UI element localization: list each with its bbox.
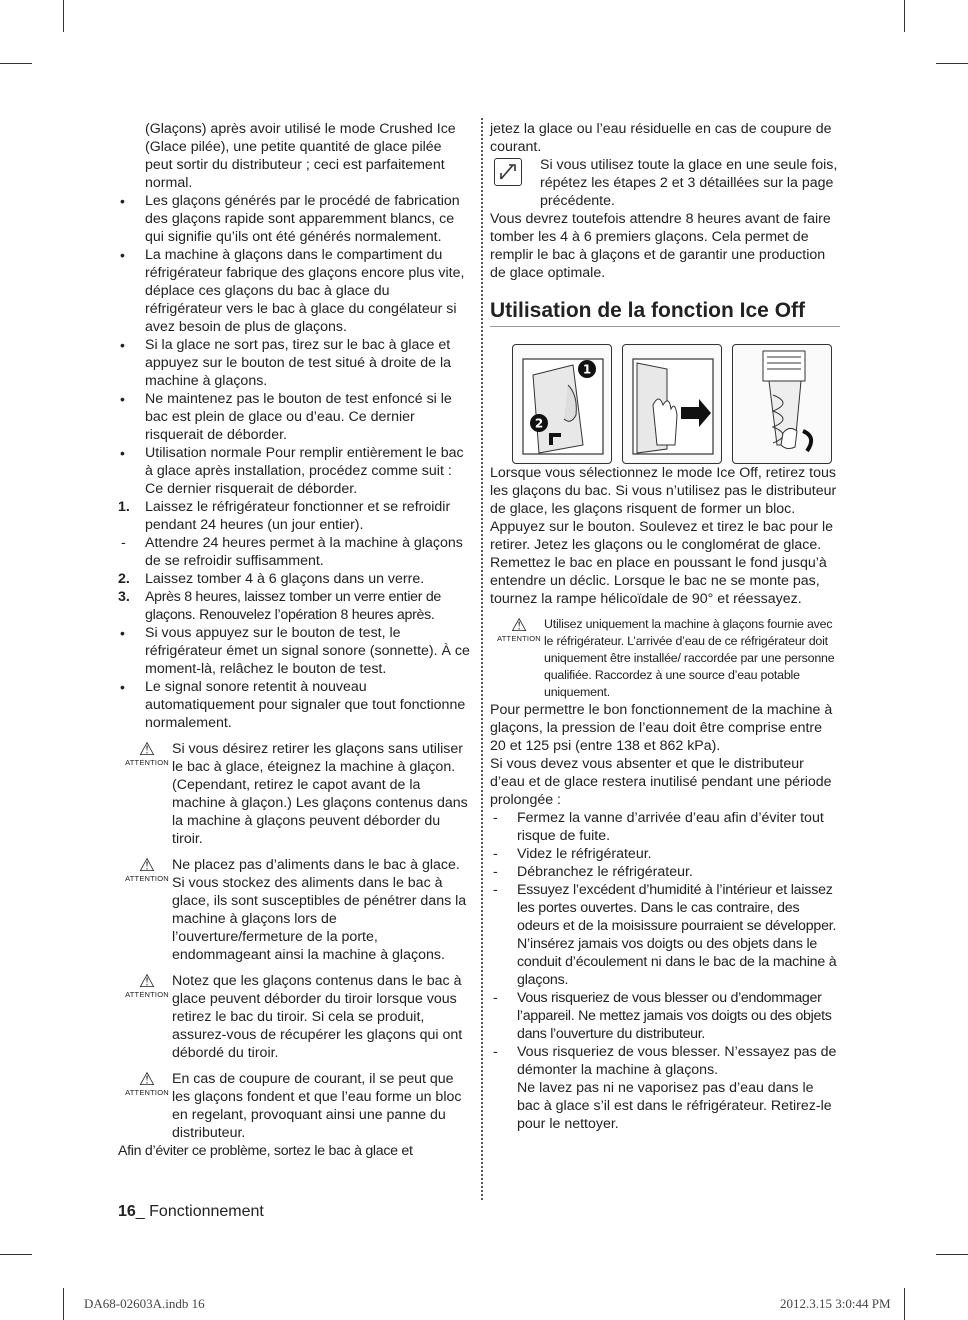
crop-mark	[936, 1254, 968, 1255]
attention-text: Utilisez uniquement la machine à glaçons fournie avec le réfrigérateur. L’arrivée d’eau de ce réfrigérateur doit uniquement être installée/ raccordée par une personne qualifiée. Raccordez à une source d’eau potable uniquement.	[544, 617, 835, 700]
dash-item: - Vous risqueriez de vous blesser. N’essayez pas de démonter la machine à glaçons.	[493, 1044, 837, 1079]
crop-mark	[904, 1288, 905, 1320]
paragraph: Vous devrez toutefois attendre 8 heures avant de faire tomber les 4 à 6 premiers glaçons. Cela permet de remplir le bac à glaçons et de garantir une production de glace optimale.	[490, 211, 831, 281]
note-block	[490, 156, 840, 210]
warning-icon: ⚠ ATTENTION	[125, 855, 169, 883]
note-icon	[494, 158, 522, 186]
attention-block	[118, 740, 470, 848]
right-column	[490, 120, 840, 1133]
dash-text: Attendre 24 heures permet à la machine à glaçons de se refroidir suffisamment.	[145, 535, 463, 569]
step-number: 1.	[118, 499, 130, 515]
step-number: 2.	[118, 571, 130, 587]
dash-item: - Videz le réfrigérateur.	[493, 846, 652, 863]
figure-rotate-ramp	[732, 344, 832, 464]
figure-label: 2	[534, 416, 544, 431]
step-text: Après 8 heures, laissez tomber un verre entier de glaçons. Renouvelez l’opération 8 heures après.	[145, 589, 442, 623]
attention-block	[118, 1070, 470, 1142]
bullet-item: • Si vous appuyez sur le bouton de test, le réfrigérateur émet un signal sonore (sonnette). À ce moment-là, relâchez le bouton de test.	[118, 624, 470, 678]
column-divider	[481, 118, 483, 1200]
dash-mark: -	[121, 535, 126, 551]
crop-mark	[904, 0, 905, 32]
attention-text: Si vous désirez retirer les glaçons sans utiliser le bac à glace, éteignez la machine à glaçon. (Cependant, retirez le capot avant de la machine à glaçon.) Les glaçons contenus dans la machine à glaçons peuvent déborder du tiroir.	[172, 741, 468, 847]
intro-paragraph: (Glaçons) après avoir utilisé le mode Crushed Ice (Glace pilée), une petite quantité de glace pilée peut sortir du distributeur ; ceci est parfaitement normal.	[145, 121, 456, 191]
warning-icon: ⚠ ATTENTION	[125, 971, 169, 999]
paragraph: Appuyez sur le bouton. Soulevez et tirez le bac pour le retirer. Jetez les glaçons ou le conglomérat de glace. Remettez le bac en place en poussant le fond jusqu’à entendre un déclic. Lorsque le bac ne se monte pas, tournez la rampe hélicoïdale de 90° et réessayez.	[490, 519, 834, 608]
paragraph: Si vous devez vous absenter et que le distributeur d’eau et de glace restera inutilisé pendant une période prolongée :	[490, 756, 832, 809]
attention-text: En cas de coupure de courant, il se peut que les glaçons fondent et que l’eau forme un bloc en regelant, provoquant ainsi une panne du distributeur.	[172, 1071, 462, 1141]
print-slug-file: DA68-02603A.indb 16	[84, 1296, 205, 1311]
dash-item: - Essuyez l’excédent d’humidité à l’intérieur et laissez les portes ouvertes. Dans le cas contraire, des odeurs et de la moisissure pourraient se développer. N’insérez jamais vos doigts ou des objets dans le conduit d’écoulement ni dans le bac de la machine à glaçons.	[493, 882, 837, 989]
warning-icon: ⚠ ATTENTION	[497, 615, 541, 644]
bullet-continuation: Ce dernier risquerait de déborder.	[145, 481, 358, 497]
attention-text: Notez que les glaçons contenus dans le bac à glace peuvent déborder du tiroir lorsque vous retirez le bac du tiroir. Si cela se produit, assurez-vous de récupérer les glaçons qui ont débordé du tiroir.	[172, 973, 463, 1061]
section-name: _ Fonctionnement	[135, 1203, 264, 1220]
step-text: Laissez tomber 4 à 6 glaçons dans un verre.	[145, 571, 425, 587]
crop-mark	[0, 63, 32, 64]
dash-item: - Débranchez le réfrigérateur.	[493, 864, 693, 881]
attention-text: Ne placez pas d’aliments dans le bac à glace. Si vous stockez des aliments dans le bac à glace, ils sont susceptibles de pénétrer dans la machine à glaçons lors de l’ouverture/fermeture de la porte, endommageant ainsi la machine à glaçons.	[172, 857, 467, 963]
intro-paragraph: jetez la glace ou l’eau résiduelle en cas de coupure de courant.	[490, 121, 832, 155]
dash-item: - Vous risqueriez de vous blesser ou d’endommager l’appareil. Ne mettez jamais vos doigts ou des objets dans l’ouverture du distributeur.	[493, 990, 832, 1043]
bullet-item: • Le signal sonore retentit à nouveau automatiquement pour signaler que tout fonctionne normalement.	[118, 678, 470, 732]
page-number: 16	[118, 1203, 136, 1220]
figure-row	[490, 344, 840, 464]
figure-label: 1	[582, 362, 592, 377]
step-number: 3.	[118, 589, 130, 605]
paragraph: Pour permettre le bon fonctionnement de la machine à glaçons, la pression de l’eau doit être comprise entre 20 et 125 psi (entre 138 et 862 kPa).	[490, 702, 833, 755]
crop-mark	[63, 0, 64, 32]
dash-continuation: Ne lavez pas ni ne vaporisez pas d’eau dans le bac à glace s’il est dans le réfrigérateur. Retirez-le pour le nettoyer.	[517, 1080, 832, 1133]
crop-mark	[936, 63, 968, 64]
attention-block	[490, 616, 840, 701]
step-text: Laissez le réfrigérateur fonctionner et se refroidir pendant 24 heures (un jour entier).	[145, 499, 451, 533]
step-item	[118, 570, 470, 588]
bullet-item: • Utilisation normale Pour remplir entièrement le bac à glace après installation, procédez comme suit :	[118, 444, 470, 480]
note-text: Si vous utilisez toute la glace en une seule fois, répétez les étapes 2 et 3 détaillées sur la page précédente.	[540, 157, 838, 209]
left-column	[118, 120, 470, 1160]
print-slug-datetime: 2012.3.15 3:0:44 PM	[780, 1296, 891, 1311]
page-footer	[118, 1203, 264, 1221]
warning-icon: ⚠ ATTENTION	[125, 1069, 169, 1097]
bullet-item: • La machine à glaçons dans le compartiment du réfrigérateur fabrique des glaçons encore plus vite, déplace ces glaçons du bac à glace du réfrigérateur vers le bac à glace du congélateur si avez besoin de plus de glaçons.	[118, 246, 470, 336]
crop-mark	[0, 1254, 32, 1255]
figure-remove-bin	[512, 344, 612, 464]
bullet-item: • Si la glace ne sort pas, tirez sur le bac à glace et appuyez sur le bouton de test situé à droite de la machine à glaçons.	[118, 336, 470, 390]
step-item	[118, 498, 470, 534]
dash-item	[118, 534, 470, 570]
bullet-item: • Les glaçons générés par le procédé de fabrication des glaçons rapide sont apparemment blancs, ce qui signifie qu’ils ont été générés normalement.	[118, 192, 470, 246]
dash-item: - Fermez la vanne d’arrivée d’eau afin d’éviter tout risque de fuite.	[493, 810, 824, 845]
paragraph: Lorsque vous sélectionnez le mode Ice Off, retirez tous les glaçons du bac. Si vous n’utilisez pas le distributeur de glace, les glaçons risquent de former un bloc.	[490, 465, 837, 518]
attention-block	[118, 856, 470, 964]
closing-text: Afin d’éviter ce problème, sortez le bac à glace et	[118, 1143, 413, 1159]
bullet-item: • Ne maintenez pas le bouton de test enfoncé si le bac est plein de glace ou d’eau. Ce dernier risquerait de déborder.	[118, 390, 470, 444]
warning-icon: ⚠ ATTENTION	[125, 739, 169, 767]
figure-push-bin	[622, 344, 722, 464]
step-item	[118, 588, 470, 624]
crop-mark	[63, 1288, 64, 1320]
section-heading: Utilisation de la fonction Ice Off	[490, 302, 840, 327]
attention-block	[118, 972, 470, 1062]
